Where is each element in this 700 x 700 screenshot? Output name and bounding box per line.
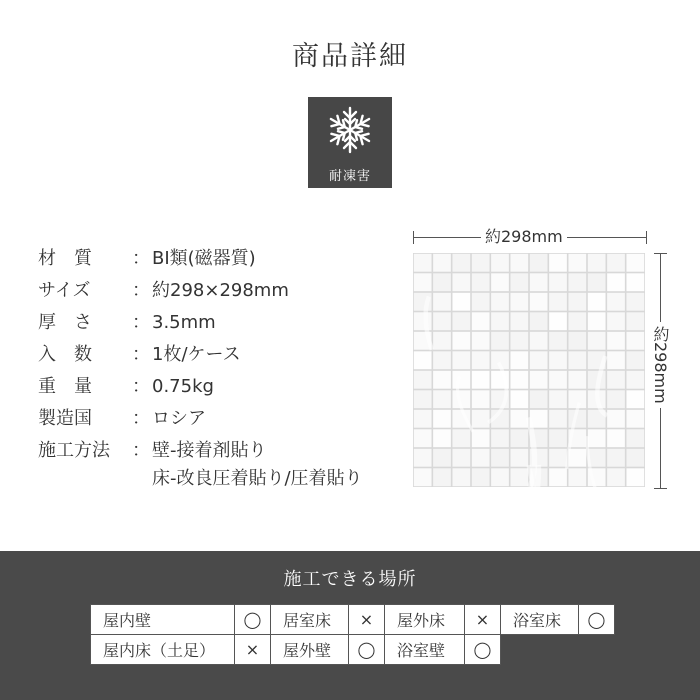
- mosaic-tile: [607, 371, 625, 389]
- mosaic-tile: [549, 293, 567, 311]
- mosaic-tile: [607, 410, 625, 428]
- mosaic-tile: [472, 332, 490, 350]
- spec-key: サイズ: [38, 280, 91, 301]
- mosaic-tile: [607, 468, 625, 486]
- mosaic-tile: [530, 351, 548, 369]
- width-dimension-tick: [413, 231, 414, 244]
- mosaic-tile: [472, 273, 490, 291]
- mosaic-tile: [607, 449, 625, 467]
- mosaic-tile: [588, 312, 606, 330]
- mosaic-tile: [472, 293, 490, 311]
- mosaic-tile: [452, 293, 470, 311]
- mosaic-tile: [530, 332, 548, 350]
- place-name: 屋外床: [385, 605, 465, 635]
- mosaic-tile: [510, 390, 528, 408]
- place-mark: ◯: [465, 635, 501, 665]
- width-dimension-tick: [646, 231, 647, 244]
- mosaic-tile: [414, 410, 432, 428]
- mosaic-tile: [472, 429, 490, 447]
- mosaic-tile: [510, 429, 528, 447]
- mosaic-tile: [626, 429, 644, 447]
- spec-colon: ：: [132, 280, 150, 301]
- mosaic-tile: [491, 293, 509, 311]
- mosaic-tile: [433, 254, 451, 272]
- spec-value: 3.5mm: [152, 312, 216, 333]
- mosaic-tile: [530, 293, 548, 311]
- mosaic-tile: [549, 351, 567, 369]
- frost-resistant-badge: [308, 97, 392, 188]
- mosaic-tile: [491, 429, 509, 447]
- mosaic-tile: [530, 371, 548, 389]
- mosaic-tile: [549, 410, 567, 428]
- spec-colon: ：: [132, 312, 150, 333]
- mosaic-tile: [414, 449, 432, 467]
- mosaic-tile: [607, 312, 625, 330]
- mosaic-tile: [530, 390, 548, 408]
- place-name: 居室床: [271, 605, 349, 635]
- place-name: 屋内床（土足）: [91, 635, 235, 665]
- mosaic-tile: [588, 254, 606, 272]
- mosaic-tile: [510, 410, 528, 428]
- mosaic-tile: [433, 429, 451, 447]
- mosaic-tile: [530, 312, 548, 330]
- mosaic-tile: [588, 332, 606, 350]
- mosaic-tile: [491, 312, 509, 330]
- mosaic-tile: [588, 293, 606, 311]
- mosaic-tile: [452, 371, 470, 389]
- mosaic-tile: [510, 371, 528, 389]
- mosaic-tile: [414, 254, 432, 272]
- mosaic-tile: [510, 273, 528, 291]
- mosaic-tile: [452, 254, 470, 272]
- place-mark: ×: [235, 635, 271, 665]
- mosaic-tile: [472, 351, 490, 369]
- mosaic-tile: [549, 390, 567, 408]
- mosaic-tile: [491, 468, 509, 486]
- mosaic-tile: [626, 449, 644, 467]
- mosaic-tile: [472, 449, 490, 467]
- mosaic-tile: [568, 273, 586, 291]
- place-name: 浴室床: [501, 605, 579, 635]
- mosaic-tile: [607, 390, 625, 408]
- mosaic-tile: [491, 254, 509, 272]
- mosaic-tile: [607, 293, 625, 311]
- mosaic-tile: [568, 351, 586, 369]
- mosaic-tile: [607, 429, 625, 447]
- mosaic-tile: [414, 312, 432, 330]
- installation-table: [90, 604, 615, 665]
- mosaic-tile: [549, 312, 567, 330]
- mosaic-tile: [510, 351, 528, 369]
- mosaic-tile: [472, 468, 490, 486]
- mosaic-tile: [530, 254, 548, 272]
- height-dimension-tick: [654, 253, 667, 254]
- mosaic-tile: [452, 351, 470, 369]
- spec-key: 厚 さ: [38, 312, 92, 333]
- place-mark: ×: [465, 605, 501, 635]
- mosaic-tile: [549, 273, 567, 291]
- empty-cell: [501, 635, 615, 665]
- spec-colon: ：: [132, 440, 150, 461]
- spec-value: ロシア: [152, 408, 206, 429]
- mosaic-tile: [568, 449, 586, 467]
- mosaic-tile: [472, 254, 490, 272]
- spec-value: 壁-接着剤貼り: [152, 440, 267, 461]
- mosaic-tile: [433, 273, 451, 291]
- mosaic-tile: [452, 429, 470, 447]
- mosaic-tile: [626, 273, 644, 291]
- mosaic-tile: [452, 273, 470, 291]
- mosaic-tile: [607, 273, 625, 291]
- mosaic-tile: [549, 371, 567, 389]
- table-row: [91, 605, 615, 635]
- mosaic-tile: [568, 312, 586, 330]
- mosaic-tile: [626, 351, 644, 369]
- spec-key: 重 量: [38, 376, 92, 397]
- spec-key: 入 数: [38, 344, 92, 365]
- mosaic-tile: [626, 254, 644, 272]
- spec-colon: ：: [132, 376, 150, 397]
- mosaic-tile: [510, 254, 528, 272]
- mosaic-tile: [414, 273, 432, 291]
- installation-title: 施工できる場所: [283, 569, 417, 590]
- mosaic-tile: [607, 351, 625, 369]
- mosaic-tile-image: [413, 253, 645, 487]
- mosaic-tile: [568, 468, 586, 486]
- place-mark: ◯: [235, 605, 271, 635]
- mosaic-tile: [530, 273, 548, 291]
- place-mark: ◯: [349, 635, 385, 665]
- mosaic-tile: [568, 293, 586, 311]
- mosaic-tile: [433, 371, 451, 389]
- place-mark: ×: [349, 605, 385, 635]
- mosaic-tile: [472, 371, 490, 389]
- mosaic-tile: [433, 390, 451, 408]
- mosaic-tile: [414, 371, 432, 389]
- mosaic-tile: [510, 312, 528, 330]
- mosaic-tile: [549, 332, 567, 350]
- spec-colon: ：: [132, 344, 150, 365]
- mosaic-tile: [452, 449, 470, 467]
- mosaic-tile: [433, 293, 451, 311]
- mosaic-tile: [549, 468, 567, 486]
- spec-colon: ：: [132, 408, 150, 429]
- spec-key: 材 質: [38, 248, 92, 269]
- spec-value: 1枚/ケース: [152, 344, 241, 365]
- mosaic-tile: [433, 332, 451, 350]
- mosaic-tile: [414, 351, 432, 369]
- mosaic-tile: [549, 254, 567, 272]
- mosaic-tile: [414, 429, 432, 447]
- page-title: 商品詳細: [292, 41, 408, 72]
- mosaic-tile: [414, 468, 432, 486]
- spec-value: 0.75kg: [152, 376, 214, 397]
- mosaic-tile: [549, 429, 567, 447]
- mosaic-tile: [626, 332, 644, 350]
- spec-colon: ：: [132, 248, 150, 269]
- mosaic-tile: [568, 371, 586, 389]
- place-name: 浴室壁: [385, 635, 465, 665]
- mosaic-tile: [510, 293, 528, 311]
- mosaic-tile: [472, 390, 490, 408]
- mosaic-tile: [510, 449, 528, 467]
- height-dimension-label: 約298mm: [649, 322, 671, 408]
- mosaic-tile: [626, 410, 644, 428]
- mosaic-tile: [433, 468, 451, 486]
- spec-key: 製造国: [38, 408, 92, 429]
- mosaic-tile: [588, 429, 606, 447]
- width-dimension-label: 約298mm: [481, 226, 567, 248]
- mosaic-tile: [433, 312, 451, 330]
- place-name: 屋内壁: [91, 605, 235, 635]
- mosaic-tile: [472, 312, 490, 330]
- mosaic-tile: [607, 254, 625, 272]
- mosaic-tile: [510, 468, 528, 486]
- mosaic-tile: [491, 332, 509, 350]
- mosaic-tile: [491, 273, 509, 291]
- spec-value: 約298×298mm: [152, 280, 289, 301]
- mosaic-tile: [452, 332, 470, 350]
- spec-value: BⅠ類(磁器質): [152, 248, 256, 269]
- snowflake-icon: [325, 105, 375, 155]
- mosaic-tile: [452, 468, 470, 486]
- mosaic-tile: [626, 371, 644, 389]
- spec-key: 施工方法: [38, 440, 110, 461]
- mosaic-tile: [549, 449, 567, 467]
- spec-value: 床-改良圧着貼り/圧着貼り: [152, 468, 363, 489]
- mosaic-tile: [491, 449, 509, 467]
- mosaic-tile: [607, 332, 625, 350]
- mosaic-tile: [626, 468, 644, 486]
- mosaic-tile: [433, 351, 451, 369]
- mosaic-tile: [626, 312, 644, 330]
- mosaic-tile: [568, 254, 586, 272]
- mosaic-tile: [588, 273, 606, 291]
- mosaic-tile: [626, 293, 644, 311]
- height-dimension-tick: [654, 488, 667, 489]
- mosaic-tile: [452, 312, 470, 330]
- mosaic-tile: [433, 449, 451, 467]
- mosaic-tile: [414, 390, 432, 408]
- place-name: 屋外壁: [271, 635, 349, 665]
- table-row: [91, 635, 615, 665]
- mosaic-tile: [568, 332, 586, 350]
- mosaic-tile: [626, 390, 644, 408]
- mosaic-tile: [510, 332, 528, 350]
- mosaic-tile: [472, 410, 490, 428]
- mosaic-tile: [433, 410, 451, 428]
- badge-label: 耐凍害: [328, 169, 371, 184]
- place-mark: ◯: [579, 605, 615, 635]
